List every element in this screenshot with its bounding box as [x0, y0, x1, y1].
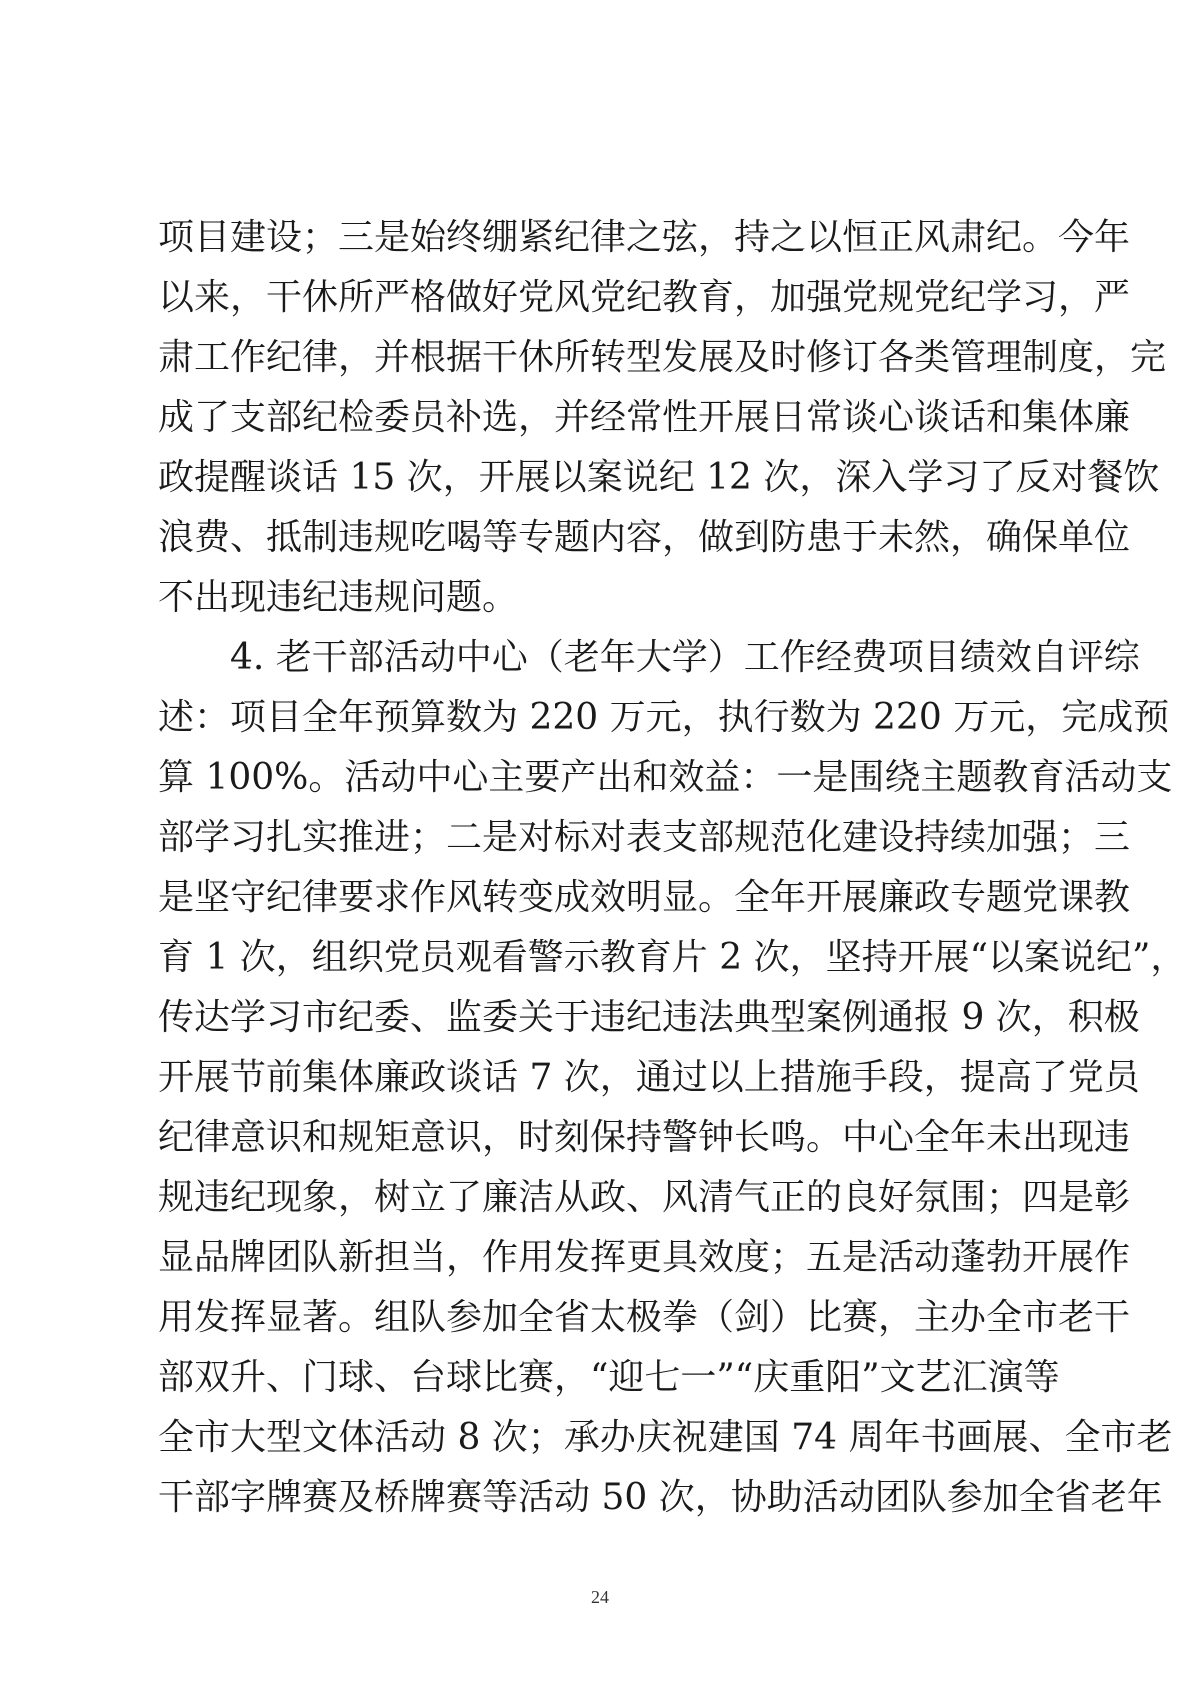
paragraph-2-line-10: 规违纪现象，树立了廉洁从政、风清气正的良好氛围；四是彰 — [158, 1177, 1131, 1218]
paragraph-2-line-15: 干部字牌赛及桥牌赛等活动 50 次，协助活动团队参加全省老年 — [158, 1477, 1163, 1518]
paragraph-1-line-4: 成了支部纪检委员补选，并经常性开展日常谈心谈话和集体廉 — [158, 397, 1131, 438]
paragraph-2-line-8: 开展节前集体廉政谈话 7 次，通过以上措施手段，提高了党员 — [158, 1057, 1140, 1098]
paragraph-2-line-5: 是坚守纪律要求作风转变成效明显。全年开展廉政专题党课教 — [158, 877, 1131, 918]
paragraph-2-line-13: 部双升、门球、台球比赛，“迎七一”“庆重阳”文艺汇演等 — [158, 1357, 1060, 1398]
paragraph-2-line-1: 4. 老干部活动中心（老年大学）工作经费项目绩效自评综 — [230, 637, 1140, 678]
paragraph-2-line-2: 述：项目全年预算数为 220 万元，执行数为 220 万元，完成预 — [158, 697, 1170, 738]
paragraph-2-line-11: 显品牌团队新担当，作用发挥更具效度；五是活动蓬勃开展作 — [158, 1237, 1131, 1278]
paragraph-2-line-9: 纪律意识和规矩意识，时刻保持警钟长鸣。中心全年未出现违 — [158, 1117, 1131, 1158]
paragraph-1-line-2: 以来，干休所严格做好党风党纪教育，加强党规党纪学习，严 — [158, 277, 1131, 318]
page-number: 24 — [591, 1587, 609, 1607]
paragraph-1-line-1: 项目建设；三是始终绷紧纪律之弦，持之以恒正风肃纪。今年 — [158, 217, 1131, 258]
paragraph-2-line-14: 全市大型文体活动 8 次；承办庆祝建国 74 周年书画展、全市老 — [158, 1417, 1173, 1458]
paragraph-2-line-12: 用发挥显著。组队参加全省太极拳（剑）比赛，主办全市老干 — [158, 1297, 1131, 1338]
paragraph-1-line-7: 不出现违纪违规问题。 — [158, 577, 519, 618]
paragraph-1-line-6: 浪费、抵制违规吃喝等专题内容，做到防患于未然，确保单位 — [158, 517, 1131, 558]
paragraph-2-line-4: 部学习扎实推进；二是对标对表支部规范化建设持续加强；三 — [158, 817, 1131, 858]
paragraph-2-line-3: 算 100%。活动中心主要产出和效益：一是围绕主题教育活动支 — [158, 757, 1173, 798]
paragraph-2-line-6: 育 1 次，组织党员观看警示教育片 2 次，坚持开展“以案说纪”， — [158, 937, 1187, 978]
paragraph-2-line-7: 传达学习市纪委、监委关于违纪违法典型案例通报 9 次，积极 — [158, 997, 1140, 1038]
paragraph-1-line-5: 政提醒谈话 15 次，开展以案说纪 12 次，深入学习了反对餐饮 — [158, 457, 1160, 498]
paragraph-1-line-3: 肃工作纪律，并根据干休所转型发展及时修订各类管理制度，完 — [158, 337, 1167, 378]
